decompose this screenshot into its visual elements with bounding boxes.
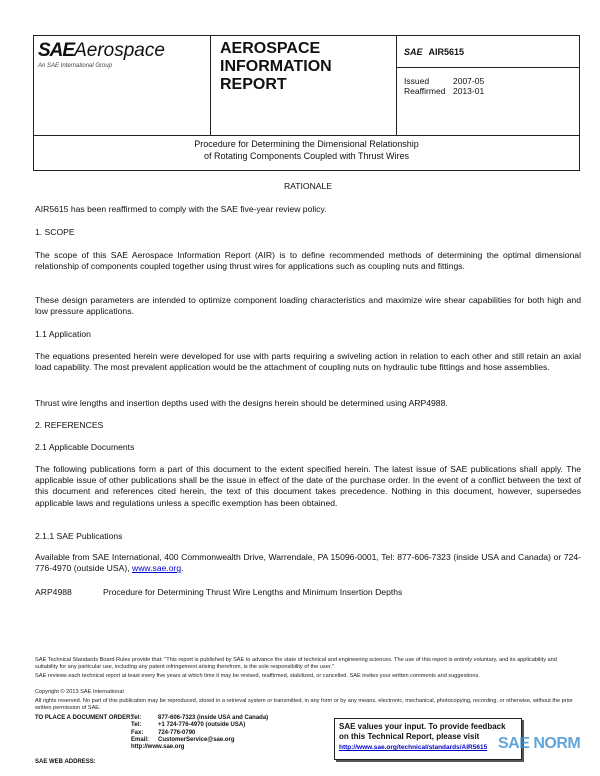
footer-rights-text: All rights reserved. No part of this publication may be reproduced, stored in a retrieval system or transmitted, in any form or by any means, electronic, mechanical, photocopying, recording, or otherwise, without the prior written permission of SAE. [35,698,573,711]
feedback-link[interactable]: http://www.sae.org/technical/standards/AIR5615 [339,744,488,751]
feedback-box: SAE values your input. To provide feedback on this Technical Report, please visit http://www.sae.org/technical/standards/AIR5615 [334,718,522,760]
sae-aerospace-logo: SAEAerospace An SAE International Group [38,40,165,69]
sae-norm-watermark: SAE NORM [498,735,581,752]
order-contacts: Tel: 877-606-7323 (inside USA and Canada) Tel: +1 724-776-4970 (outside USA) Fax: 724-776-0790 Email: CustomerService@sae.org http://www.sae.org [131,715,269,751]
applicable-documents-paragraph: The following publications form a part of this document to the extent specified herein. The latest issue of SAE publications shall apply. The applicable issue of other publications shall be the issue in effect of the date of the purchase order. In the event of a conflict between the text of this document and references cited herein, the text of this document takes precedence. Nothing in this document, however, supersedes applicable laws and regulations unless a specific exemption has been obtained. [35,464,581,508]
order-label: TO PLACE A DOCUMENT ORDER: [35,715,133,721]
sae-website-link[interactable]: www.sae.org [131,563,182,574]
application-paragraph-2: Thrust wire lengths and insertion depths used with the designs herein should be determined using ARP4988. [35,398,448,408]
sae-publications-heading: 2.1.1 SAE Publications [35,531,123,541]
rationale-text: AIR5615 has been reaffirmed to comply with the SAE five-year review policy. [35,204,327,214]
scope-paragraph-2: These design parameters are intended to optimize component loading characteristics and maximize wire shear capabilities for both high and low pressure applications. [35,295,581,317]
rationale-heading: RATIONALE [283,181,333,191]
document-subject: Procedure for Determining the Dimensional Relationship of Rotating Components Coupled with Thrust Wires [194,139,419,161]
scope-heading: 1. SCOPE [35,227,75,237]
references-heading: 2. REFERENCES [35,420,104,430]
document-dates: Issued 2007-05 Reaffirmed 2013-01 [404,76,485,96]
reference-entry: ARP4988 Procedure for Determining Thrust Wire Lengths and Minimum Insertion Depths [35,587,403,597]
footer-rules-text: SAE Technical Standards Board Rules provide that: "This report is published by SAE to advance the state of technical and engineering sciences. The use of this report is entirely voluntary, and its applicability and suitability for any particular use, including any patent infringement arising therefrom, is the sole responsibility of the user." [35,657,557,670]
application-paragraph: The equations presented herein were developed for use with parts requiring a swiveling action in relation to each other and still retain an axial load capability. The most prevalent application would be the attachment of coupling nuts on hydraulic tube fittings and hose assemblies. [35,351,581,373]
scope-paragraph: The scope of this SAE Aerospace Information Report (AIR) is to define recommended methods of determining the optimal dimensional relationship of components coupled together using thrust wires for applications such as coupling nuts and fittings. [35,250,581,272]
applicable-documents-heading: 2.1 Applicable Documents [35,442,135,452]
header-box [33,35,580,171]
web-address[interactable]: http://www.sae.org [131,744,185,751]
document-type-title: AEROSPACE INFORMATION REPORT [220,40,332,93]
document-number: SAE AIR5615 [404,47,465,57]
footer-review-text: SAE reviews each technical report at least every five years at which time it may be revised, reaffirmed, stabilized, or cancelled. SAE invites your written comments and suggestions. [35,673,480,679]
sae-publications-paragraph: Available from SAE International, 400 Commonwealth Drive, Warrendale, PA 15096-0001, Tel: 877-606-7323 (inside USA and Canada) or 724-776-4970 (outside USA), www.sae.org. [35,552,581,574]
footer-copyright: Copyright © 2013 SAE International [35,689,124,695]
application-heading: 1.1 Application [35,329,91,339]
web-address-label: SAE WEB ADDRESS: [35,759,96,765]
